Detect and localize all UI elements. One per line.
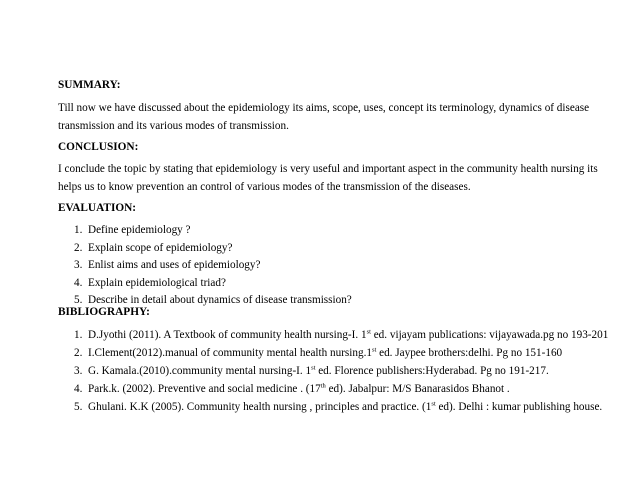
list-item-number: 5.: [74, 401, 83, 413]
list-item-number: 1.: [74, 329, 83, 341]
summary-heading: SUMMARY:: [58, 79, 121, 91]
list-item-text: Explain epidemiological triad?: [88, 276, 226, 289]
citation-part: ed). Jabalpur: M/S Banarasidos Bhanot .: [325, 383, 510, 395]
summary-text: Till now we have discussed about the epidemiology its aims, scope, uses, concept its terminology, dynamics of disease transmission and its various modes of transmission.: [58, 102, 590, 132]
list-item: [58, 362, 618, 380]
list-item: [58, 222, 618, 240]
citation-part: G. Kamala.(2010).community mental nursing-I. 1: [88, 365, 312, 377]
list-item: [58, 326, 618, 344]
list-item-number: 5.: [74, 294, 83, 306]
citation-text: [88, 365, 549, 377]
ordinal-suffix: st: [366, 328, 371, 336]
list-item-number: 1.: [74, 224, 83, 236]
list-item-number: 2.: [74, 347, 83, 359]
citation-part: ed. vijayam publications: vijayawada.pg no 193-201: [370, 329, 609, 341]
citation-part: D.Jyothi (2011). A Textbook of community health nursing-I. 1: [88, 329, 367, 341]
list-item-number: 3.: [74, 365, 83, 377]
list-item-number: 4.: [74, 276, 83, 289]
conclusion-heading: CONCLUSION:: [58, 141, 139, 153]
list-item: [58, 380, 618, 398]
evaluation-list: [58, 222, 618, 310]
citation-part: ed). Delhi : kumar publishing house.: [435, 401, 603, 413]
list-item-number: 4.: [74, 383, 83, 395]
evaluation-heading: EVALUATION:: [58, 202, 137, 214]
list-item: [58, 257, 618, 275]
citation-part: I.Clement(2012).manual of community mental health nursing.1: [88, 347, 372, 359]
list-item: [58, 344, 618, 362]
citation-part: ed. Jaypee brothers:delhi. Pg no 151-160: [376, 347, 563, 359]
list-item-text: Explain scope of epidemiology?: [88, 241, 233, 254]
list-item-text: Describe in detail about dynamics of disease transmission?: [88, 294, 352, 306]
list-item: [58, 240, 618, 258]
ordinal-suffix: st: [371, 346, 377, 354]
list-item-text: Enlist aims and uses of epidemiology?: [88, 259, 261, 271]
list-item: [58, 398, 618, 416]
citation-text: [88, 401, 602, 413]
citation-text: [88, 329, 608, 341]
citation-part: Park.k. (2002). Preventive and social medicine . (17: [88, 383, 321, 395]
list-item-number: 2.: [74, 241, 83, 254]
citation-part: Ghulani. K.K (2005). Community health nursing , principles and practice. (1: [88, 401, 432, 413]
bibliography-list: [58, 326, 618, 416]
ordinal-suffix: st: [431, 400, 436, 408]
citation-text: [88, 383, 510, 395]
conclusion-text: I conclude the topic by stating that epidemiology is very useful and important aspect in the community health nursing its helps us to know prevention an control of various modes of the transmission of the diseases.: [58, 163, 598, 193]
citation-part: ed. Florence publishers:Hyderabad. Pg no 191-217.: [315, 365, 549, 377]
bibliography-heading: BIBLIOGRAPHY:: [58, 306, 150, 318]
citation-text: [88, 347, 562, 359]
list-item-text: Define epidemiology ?: [88, 224, 191, 236]
list-item-number: 3.: [74, 259, 83, 271]
list-item: [58, 275, 618, 293]
ordinal-suffix: st: [311, 364, 316, 372]
ordinal-suffix: th: [320, 382, 326, 390]
